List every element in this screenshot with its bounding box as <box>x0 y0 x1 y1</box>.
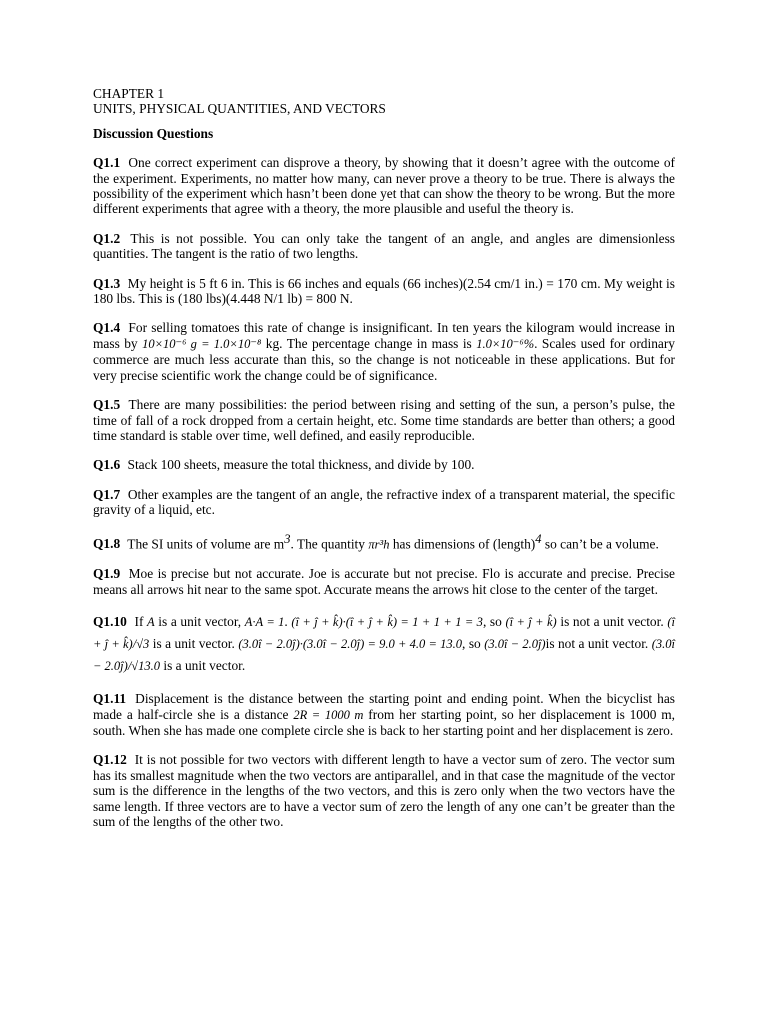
answer-text: The SI units of volume are m <box>127 536 285 551</box>
answer-text: kg. The percentage change in mass is <box>265 335 472 351</box>
answer-text: There are many possibilities: the period between rising and setting of the sun, a person’s pulse, the time of fall of a rock dropped from a certain height, etc. Some time standards are better than others; a good time standard is stable over time, well defined, and easily reproducible. <box>93 397 675 443</box>
math-expression: A·A = 1 <box>244 615 285 630</box>
question-q1-4 <box>93 320 675 383</box>
math-expression: (3.0î − 2.0ĵ)·(3.0î − 2.0ĵ) = 9.0 + 4.0 = 13.0 <box>238 637 463 652</box>
question-q1-7 <box>93 487 675 518</box>
chapter-title: UNITS, PHYSICAL QUANTITIES, AND VECTORS <box>93 101 386 117</box>
math-expression: (3.0î − 2.0ĵ)/√13.0 <box>93 637 675 674</box>
math-superscript: 3 <box>284 531 291 546</box>
question-q1-10: Q1.10 If A is a unit vector, A·A = 1. (î + ĵ + k̂)·(î + ĵ + k̂) = 1 + 1 + 1 = 3, so (î + ĵ + k̂) is not a unit vector. (î + ĵ + k̂)/√3 is a unit vector. (3.0î − 2.0ĵ)·(3.0î − 2.0ĵ) = 9.0 + 4.0 = 13.0, so (3.0î − 2.0ĵ)is not a unit vector. (3.0î − 2.0ĵ)/√13.0 is a unit vector. <box>93 614 675 674</box>
answer-text: One correct experiment can disprove a theory, by showing that it doesn’t agree with the outcome of the experiment. Experiments, no matter how many, can never prove a theory to be true. There is always the possibility of the experiment which hasn’t been done yet that can show the theory to be wrong. But the more different experiments that agree with a theory, the more plausible and useful the theory is. <box>93 155 675 217</box>
question-label: Q1.4 <box>93 320 121 336</box>
chapter-number: CHAPTER 1 <box>93 86 165 101</box>
answer-text: is not a unit vector. <box>560 614 664 630</box>
answer-text: Moe is precise but not accurate. Joe is accurate but not precise. Flo is accurate and precise. Precise means all arrows hit near to the same spot. Accurate means the arrows hit close to the center of the target. <box>93 566 675 597</box>
answer-text: , so <box>462 636 481 652</box>
answer-text: so can’t be a volume. <box>544 536 659 551</box>
answer-text: My height is 5 ft 6 in. This is 66 inches and equals (66 inches)(2.54 cm/1 in.) = 170 cm. My weight is 180 lbs. This is (180 lbs)(4.448 N/1 lb) = 800 N. <box>93 275 675 307</box>
question-q1-6 <box>93 457 675 472</box>
math-expression: 2R = 1000 m <box>293 707 364 722</box>
answer-text: is a unit vector, <box>158 614 242 630</box>
math-superscript: 4 <box>535 531 542 546</box>
question-label: Q1.2 <box>93 230 121 246</box>
answer-text: This is not possible. You can only take the tangent of an angle, and angles are dimensionless quantities. The tangent is the ratio of two lengths. <box>93 230 676 262</box>
question-q1-9 <box>93 566 675 597</box>
math-expression: (3.0î − 2.0ĵ) <box>484 637 546 652</box>
question-label: Q1.9 <box>93 566 121 582</box>
answer-text: is a unit vector. <box>152 636 235 652</box>
question-q1-12 <box>93 752 675 829</box>
question-label: Q1.3 <box>93 275 121 291</box>
vector-a: A <box>147 615 155 630</box>
answer-text: Other examples are the tangent of an angle, the refractive index of a transparent material, the specific gravity of a liquid, etc. <box>93 486 675 518</box>
answer-text: , so <box>482 614 502 630</box>
math-expression: 10×10⁻⁶ g = 1.0×10⁻⁸ <box>142 336 262 351</box>
question-q1-3 <box>93 276 675 307</box>
question-label: Q1.8 <box>93 536 121 551</box>
math-expression: (î + ĵ + k̂)/√3 <box>93 615 675 652</box>
question-label: Q1.7 <box>93 486 121 502</box>
question-label: Q1.12 <box>93 752 127 768</box>
question-label: Q1.5 <box>93 397 121 413</box>
question-q1-1 <box>93 155 675 217</box>
section-heading: Discussion Questions <box>93 125 214 141</box>
question-label: Q1.10 <box>93 614 127 630</box>
answer-text: If <box>134 614 144 630</box>
answer-text: from her starting point, so her displacement is 1000 m, south. When she has made one complete circle she is back to her starting point and her displacement is zero. <box>93 706 675 739</box>
math-expression: (î + ĵ + k̂) <box>505 615 557 630</box>
question-label: Q1.11 <box>93 691 127 707</box>
question-q1-11 <box>93 691 675 738</box>
answer-text: . The quantity <box>290 536 365 551</box>
answer-text: is not a unit vector. <box>545 636 649 652</box>
math-expression: (î + ĵ + k̂)·(î + ĵ + k̂) = 1 + 1 + 1 = 3 <box>291 615 483 630</box>
document-page <box>93 86 675 843</box>
question-label: Q1.1 <box>93 155 121 171</box>
question-label: Q1.6 <box>93 457 121 473</box>
answer-text: . Scales used for ordinary commerce are much less accurate than this, so the change is not noticeable in these applications. But for very precise scientific work the change could be of significance. <box>93 335 675 383</box>
answer-text: Stack 100 sheets, measure the total thickness, and divide by 100. <box>127 457 475 473</box>
answer-text: It is not possible for two vectors with different length to have a vector sum of zero. The vector sum has its smallest magnitude when the two vectors are antiparallel, and in that case the magnitude of the vector sum is the difference in the lengths of the two vectors, and this is zero only when the two vectors have the same length. If three vectors are to have a vector sum of zero the length of any one can’t be greater than the sum of the lengths of the other two. <box>93 752 675 830</box>
answer-text: has dimensions of (length) <box>392 536 536 551</box>
answer-text: For selling tomatoes this rate of change is insignificant. In ten years the kilogram would increase in mass by <box>93 320 676 351</box>
answer-text: is a unit vector. <box>163 658 246 674</box>
question-q1-5 <box>93 397 675 443</box>
math-expression: πr³h <box>368 537 390 551</box>
question-q1-2 <box>93 231 675 262</box>
question-q1-8 <box>93 532 675 553</box>
answer-text: Displacement is the distance between the starting point and ending point. When the bicyclist has made a half-circle she is a distance <box>93 691 675 722</box>
math-expression: 1.0×10⁻⁶% <box>476 336 535 351</box>
